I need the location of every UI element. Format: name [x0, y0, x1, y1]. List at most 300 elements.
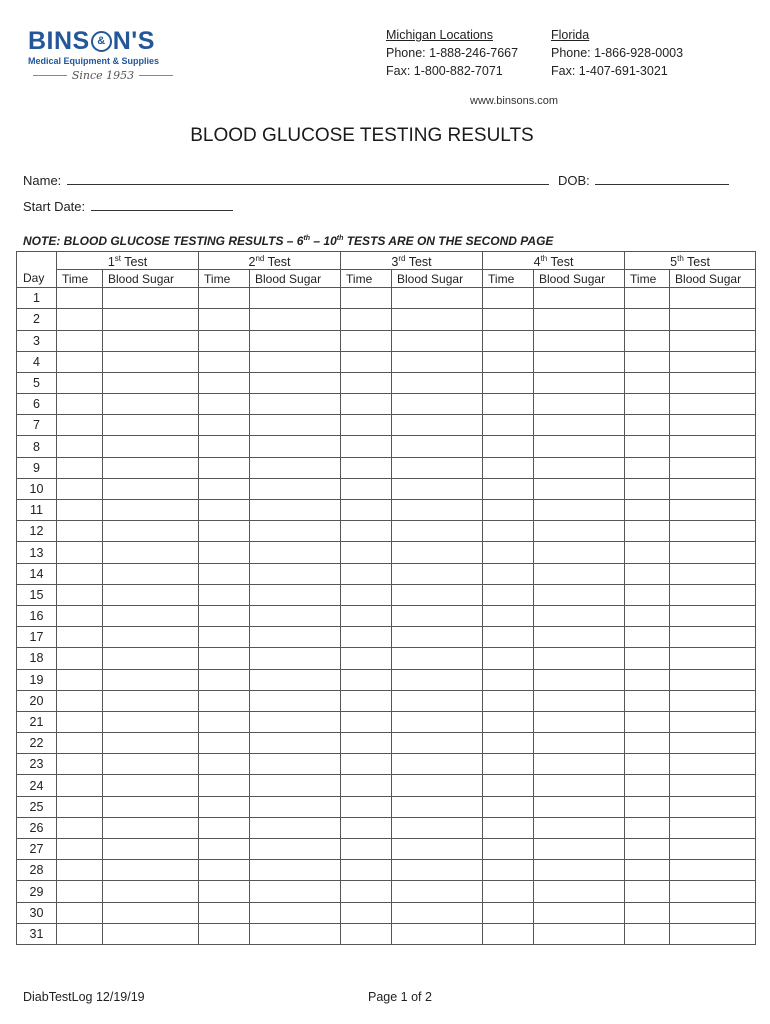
test-4-time-cell[interactable] [483, 860, 534, 881]
test-5-blood-sugar-cell[interactable] [670, 500, 756, 521]
test-5-blood-sugar-cell[interactable] [670, 309, 756, 330]
test-4-time-cell[interactable] [483, 902, 534, 923]
test-5-blood-sugar-cell[interactable] [670, 521, 756, 542]
test-5-time-cell[interactable] [625, 436, 670, 457]
test-4-time-cell[interactable] [483, 648, 534, 669]
test-5-time-cell[interactable] [625, 288, 670, 309]
test-2-blood-sugar-cell[interactable] [250, 330, 341, 351]
test-1-time-cell[interactable] [57, 881, 103, 902]
test-1-time-cell[interactable] [57, 330, 103, 351]
test-5-time-cell[interactable] [625, 351, 670, 372]
test-2-time-cell[interactable] [199, 860, 250, 881]
test-2-time-cell[interactable] [199, 288, 250, 309]
test-3-time-cell[interactable] [341, 563, 392, 584]
test-3-time-cell[interactable] [341, 796, 392, 817]
test-5-blood-sugar-cell[interactable] [670, 648, 756, 669]
test-5-blood-sugar-cell[interactable] [670, 457, 756, 478]
test-1-time-cell[interactable] [57, 478, 103, 499]
test-2-time-cell[interactable] [199, 881, 250, 902]
test-5-time-cell[interactable] [625, 394, 670, 415]
test-4-time-cell[interactable] [483, 415, 534, 436]
test-1-time-cell[interactable] [57, 627, 103, 648]
test-4-time-cell[interactable] [483, 330, 534, 351]
test-4-blood-sugar-cell[interactable] [534, 860, 625, 881]
test-4-blood-sugar-cell[interactable] [534, 351, 625, 372]
test-2-blood-sugar-cell[interactable] [250, 542, 341, 563]
test-5-blood-sugar-cell[interactable] [670, 733, 756, 754]
test-5-blood-sugar-cell[interactable] [670, 902, 756, 923]
test-3-blood-sugar-cell[interactable] [392, 330, 483, 351]
test-2-blood-sugar-cell[interactable] [250, 648, 341, 669]
test-3-time-cell[interactable] [341, 627, 392, 648]
test-1-blood-sugar-cell[interactable] [103, 521, 199, 542]
test-4-time-cell[interactable] [483, 436, 534, 457]
test-4-time-cell[interactable] [483, 839, 534, 860]
test-5-blood-sugar-cell[interactable] [670, 436, 756, 457]
test-3-time-cell[interactable] [341, 881, 392, 902]
test-4-blood-sugar-cell[interactable] [534, 902, 625, 923]
test-4-blood-sugar-cell[interactable] [534, 563, 625, 584]
test-4-time-cell[interactable] [483, 669, 534, 690]
test-3-blood-sugar-cell[interactable] [392, 436, 483, 457]
test-5-time-cell[interactable] [625, 733, 670, 754]
test-1-blood-sugar-cell[interactable] [103, 669, 199, 690]
test-1-time-cell[interactable] [57, 754, 103, 775]
test-1-blood-sugar-cell[interactable] [103, 330, 199, 351]
test-3-time-cell[interactable] [341, 521, 392, 542]
test-1-blood-sugar-cell[interactable] [103, 605, 199, 626]
test-2-time-cell[interactable] [199, 436, 250, 457]
test-2-time-cell[interactable] [199, 415, 250, 436]
test-2-blood-sugar-cell[interactable] [250, 775, 341, 796]
test-5-blood-sugar-cell[interactable] [670, 330, 756, 351]
test-1-blood-sugar-cell[interactable] [103, 796, 199, 817]
test-4-time-cell[interactable] [483, 394, 534, 415]
test-3-time-cell[interactable] [341, 415, 392, 436]
test-1-blood-sugar-cell[interactable] [103, 500, 199, 521]
start-date-field[interactable] [23, 198, 233, 214]
test-4-time-cell[interactable] [483, 521, 534, 542]
test-2-time-cell[interactable] [199, 711, 250, 732]
test-1-blood-sugar-cell[interactable] [103, 839, 199, 860]
test-1-time-cell[interactable] [57, 457, 103, 478]
test-4-blood-sugar-cell[interactable] [534, 775, 625, 796]
test-3-blood-sugar-cell[interactable] [392, 733, 483, 754]
test-1-time-cell[interactable] [57, 648, 103, 669]
test-3-blood-sugar-cell[interactable] [392, 690, 483, 711]
test-1-blood-sugar-cell[interactable] [103, 881, 199, 902]
test-3-time-cell[interactable] [341, 775, 392, 796]
test-1-blood-sugar-cell[interactable] [103, 648, 199, 669]
test-1-time-cell[interactable] [57, 521, 103, 542]
test-5-time-cell[interactable] [625, 754, 670, 775]
test-5-time-cell[interactable] [625, 923, 670, 944]
test-5-blood-sugar-cell[interactable] [670, 796, 756, 817]
test-4-time-cell[interactable] [483, 605, 534, 626]
test-1-blood-sugar-cell[interactable] [103, 372, 199, 393]
test-5-blood-sugar-cell[interactable] [670, 923, 756, 944]
test-5-blood-sugar-cell[interactable] [670, 754, 756, 775]
test-1-time-cell[interactable] [57, 436, 103, 457]
test-4-time-cell[interactable] [483, 542, 534, 563]
test-3-blood-sugar-cell[interactable] [392, 584, 483, 605]
test-4-blood-sugar-cell[interactable] [534, 394, 625, 415]
test-3-time-cell[interactable] [341, 923, 392, 944]
test-3-blood-sugar-cell[interactable] [392, 860, 483, 881]
test-2-time-cell[interactable] [199, 330, 250, 351]
test-1-blood-sugar-cell[interactable] [103, 478, 199, 499]
test-5-blood-sugar-cell[interactable] [670, 372, 756, 393]
test-3-time-cell[interactable] [341, 372, 392, 393]
test-3-blood-sugar-cell[interactable] [392, 881, 483, 902]
test-2-time-cell[interactable] [199, 478, 250, 499]
test-5-time-cell[interactable] [625, 478, 670, 499]
test-3-time-cell[interactable] [341, 309, 392, 330]
test-1-time-cell[interactable] [57, 817, 103, 838]
test-5-time-cell[interactable] [625, 542, 670, 563]
test-2-blood-sugar-cell[interactable] [250, 817, 341, 838]
test-2-time-cell[interactable] [199, 923, 250, 944]
test-5-blood-sugar-cell[interactable] [670, 839, 756, 860]
test-5-blood-sugar-cell[interactable] [670, 817, 756, 838]
test-5-blood-sugar-cell[interactable] [670, 584, 756, 605]
test-1-time-cell[interactable] [57, 605, 103, 626]
website-link[interactable]: www.binsons.com [470, 95, 559, 107]
test-4-time-cell[interactable] [483, 563, 534, 584]
test-1-time-cell[interactable] [57, 309, 103, 330]
test-3-time-cell[interactable] [341, 902, 392, 923]
test-5-blood-sugar-cell[interactable] [670, 860, 756, 881]
test-3-time-cell[interactable] [341, 584, 392, 605]
test-3-time-cell[interactable] [341, 860, 392, 881]
test-2-time-cell[interactable] [199, 669, 250, 690]
test-2-time-cell[interactable] [199, 627, 250, 648]
test-2-blood-sugar-cell[interactable] [250, 627, 341, 648]
test-4-blood-sugar-cell[interactable] [534, 605, 625, 626]
test-1-time-cell[interactable] [57, 711, 103, 732]
test-2-blood-sugar-cell[interactable] [250, 500, 341, 521]
test-2-time-cell[interactable] [199, 605, 250, 626]
test-2-blood-sugar-cell[interactable] [250, 351, 341, 372]
test-5-blood-sugar-cell[interactable] [670, 775, 756, 796]
test-4-blood-sugar-cell[interactable] [534, 542, 625, 563]
test-2-time-cell[interactable] [199, 839, 250, 860]
test-4-time-cell[interactable] [483, 923, 534, 944]
test-2-time-cell[interactable] [199, 902, 250, 923]
test-1-time-cell[interactable] [57, 669, 103, 690]
test-2-time-cell[interactable] [199, 563, 250, 584]
test-2-blood-sugar-cell[interactable] [250, 563, 341, 584]
test-1-blood-sugar-cell[interactable] [103, 902, 199, 923]
test-4-time-cell[interactable] [483, 584, 534, 605]
test-2-blood-sugar-cell[interactable] [250, 584, 341, 605]
test-2-blood-sugar-cell[interactable] [250, 690, 341, 711]
test-3-time-cell[interactable] [341, 605, 392, 626]
test-5-time-cell[interactable] [625, 500, 670, 521]
test-2-blood-sugar-cell[interactable] [250, 309, 341, 330]
test-5-blood-sugar-cell[interactable] [670, 881, 756, 902]
test-1-blood-sugar-cell[interactable] [103, 584, 199, 605]
name-blank-line[interactable] [67, 172, 549, 185]
test-5-time-cell[interactable] [625, 902, 670, 923]
test-2-blood-sugar-cell[interactable] [250, 923, 341, 944]
test-3-blood-sugar-cell[interactable] [392, 415, 483, 436]
test-4-time-cell[interactable] [483, 690, 534, 711]
test-3-blood-sugar-cell[interactable] [392, 500, 483, 521]
test-5-time-cell[interactable] [625, 817, 670, 838]
test-3-blood-sugar-cell[interactable] [392, 902, 483, 923]
test-4-blood-sugar-cell[interactable] [534, 372, 625, 393]
test-2-time-cell[interactable] [199, 309, 250, 330]
test-2-time-cell[interactable] [199, 457, 250, 478]
test-2-time-cell[interactable] [199, 817, 250, 838]
test-4-blood-sugar-cell[interactable] [534, 648, 625, 669]
test-4-blood-sugar-cell[interactable] [534, 627, 625, 648]
test-3-time-cell[interactable] [341, 839, 392, 860]
test-1-blood-sugar-cell[interactable] [103, 309, 199, 330]
test-1-time-cell[interactable] [57, 733, 103, 754]
test-2-blood-sugar-cell[interactable] [250, 605, 341, 626]
test-3-time-cell[interactable] [341, 711, 392, 732]
test-2-time-cell[interactable] [199, 351, 250, 372]
test-2-blood-sugar-cell[interactable] [250, 839, 341, 860]
test-3-blood-sugar-cell[interactable] [392, 563, 483, 584]
test-2-blood-sugar-cell[interactable] [250, 415, 341, 436]
test-3-blood-sugar-cell[interactable] [392, 711, 483, 732]
test-4-blood-sugar-cell[interactable] [534, 309, 625, 330]
test-3-blood-sugar-cell[interactable] [392, 775, 483, 796]
test-4-time-cell[interactable] [483, 881, 534, 902]
test-2-blood-sugar-cell[interactable] [250, 478, 341, 499]
test-3-time-cell[interactable] [341, 394, 392, 415]
test-1-time-cell[interactable] [57, 351, 103, 372]
test-3-blood-sugar-cell[interactable] [392, 521, 483, 542]
test-2-blood-sugar-cell[interactable] [250, 394, 341, 415]
test-1-time-cell[interactable] [57, 860, 103, 881]
test-2-time-cell[interactable] [199, 775, 250, 796]
test-4-blood-sugar-cell[interactable] [534, 690, 625, 711]
test-2-blood-sugar-cell[interactable] [250, 860, 341, 881]
test-3-blood-sugar-cell[interactable] [392, 923, 483, 944]
test-5-time-cell[interactable] [625, 521, 670, 542]
test-5-blood-sugar-cell[interactable] [670, 669, 756, 690]
test-4-blood-sugar-cell[interactable] [534, 330, 625, 351]
name-field[interactable] [23, 172, 549, 188]
test-1-blood-sugar-cell[interactable] [103, 690, 199, 711]
test-1-time-cell[interactable] [57, 415, 103, 436]
test-3-blood-sugar-cell[interactable] [392, 309, 483, 330]
test-3-blood-sugar-cell[interactable] [392, 351, 483, 372]
test-5-time-cell[interactable] [625, 690, 670, 711]
test-4-time-cell[interactable] [483, 478, 534, 499]
test-3-blood-sugar-cell[interactable] [392, 817, 483, 838]
test-1-blood-sugar-cell[interactable] [103, 542, 199, 563]
test-4-time-cell[interactable] [483, 372, 534, 393]
test-3-time-cell[interactable] [341, 690, 392, 711]
test-5-time-cell[interactable] [625, 775, 670, 796]
test-3-blood-sugar-cell[interactable] [392, 627, 483, 648]
test-5-time-cell[interactable] [625, 415, 670, 436]
test-4-blood-sugar-cell[interactable] [534, 288, 625, 309]
test-3-time-cell[interactable] [341, 330, 392, 351]
test-5-blood-sugar-cell[interactable] [670, 627, 756, 648]
test-5-time-cell[interactable] [625, 627, 670, 648]
test-1-time-cell[interactable] [57, 775, 103, 796]
test-4-time-cell[interactable] [483, 711, 534, 732]
test-4-time-cell[interactable] [483, 627, 534, 648]
test-5-blood-sugar-cell[interactable] [670, 288, 756, 309]
test-4-blood-sugar-cell[interactable] [534, 500, 625, 521]
test-5-time-cell[interactable] [625, 309, 670, 330]
dob-blank-line[interactable] [595, 172, 729, 185]
test-5-blood-sugar-cell[interactable] [670, 605, 756, 626]
test-3-time-cell[interactable] [341, 817, 392, 838]
test-5-time-cell[interactable] [625, 330, 670, 351]
test-2-time-cell[interactable] [199, 690, 250, 711]
test-1-blood-sugar-cell[interactable] [103, 775, 199, 796]
test-1-time-cell[interactable] [57, 542, 103, 563]
test-2-time-cell[interactable] [199, 733, 250, 754]
test-5-time-cell[interactable] [625, 881, 670, 902]
test-5-blood-sugar-cell[interactable] [670, 690, 756, 711]
test-3-blood-sugar-cell[interactable] [392, 457, 483, 478]
test-5-time-cell[interactable] [625, 605, 670, 626]
test-4-time-cell[interactable] [483, 457, 534, 478]
test-3-blood-sugar-cell[interactable] [392, 669, 483, 690]
test-2-blood-sugar-cell[interactable] [250, 457, 341, 478]
test-4-time-cell[interactable] [483, 754, 534, 775]
test-2-blood-sugar-cell[interactable] [250, 669, 341, 690]
test-5-blood-sugar-cell[interactable] [670, 563, 756, 584]
test-4-blood-sugar-cell[interactable] [534, 521, 625, 542]
test-5-time-cell[interactable] [625, 669, 670, 690]
test-3-time-cell[interactable] [341, 457, 392, 478]
test-1-time-cell[interactable] [57, 584, 103, 605]
test-4-blood-sugar-cell[interactable] [534, 415, 625, 436]
test-5-time-cell[interactable] [625, 457, 670, 478]
test-2-time-cell[interactable] [199, 648, 250, 669]
test-2-time-cell[interactable] [199, 754, 250, 775]
test-2-blood-sugar-cell[interactable] [250, 796, 341, 817]
test-5-time-cell[interactable] [625, 563, 670, 584]
test-2-blood-sugar-cell[interactable] [250, 881, 341, 902]
test-3-time-cell[interactable] [341, 436, 392, 457]
test-3-time-cell[interactable] [341, 288, 392, 309]
test-2-time-cell[interactable] [199, 521, 250, 542]
test-4-time-cell[interactable] [483, 288, 534, 309]
test-1-blood-sugar-cell[interactable] [103, 711, 199, 732]
test-3-blood-sugar-cell[interactable] [392, 542, 483, 563]
test-2-time-cell[interactable] [199, 796, 250, 817]
test-1-time-cell[interactable] [57, 563, 103, 584]
test-2-blood-sugar-cell[interactable] [250, 754, 341, 775]
test-4-blood-sugar-cell[interactable] [534, 839, 625, 860]
test-5-blood-sugar-cell[interactable] [670, 542, 756, 563]
test-5-blood-sugar-cell[interactable] [670, 478, 756, 499]
test-2-blood-sugar-cell[interactable] [250, 372, 341, 393]
test-1-blood-sugar-cell[interactable] [103, 860, 199, 881]
test-3-time-cell[interactable] [341, 500, 392, 521]
test-1-blood-sugar-cell[interactable] [103, 394, 199, 415]
test-3-time-cell[interactable] [341, 648, 392, 669]
test-3-blood-sugar-cell[interactable] [392, 478, 483, 499]
test-5-time-cell[interactable] [625, 711, 670, 732]
test-4-blood-sugar-cell[interactable] [534, 457, 625, 478]
test-4-blood-sugar-cell[interactable] [534, 478, 625, 499]
test-4-time-cell[interactable] [483, 351, 534, 372]
test-1-time-cell[interactable] [57, 394, 103, 415]
test-2-time-cell[interactable] [199, 500, 250, 521]
test-2-blood-sugar-cell[interactable] [250, 288, 341, 309]
test-3-time-cell[interactable] [341, 542, 392, 563]
test-3-time-cell[interactable] [341, 733, 392, 754]
test-4-time-cell[interactable] [483, 309, 534, 330]
test-2-time-cell[interactable] [199, 584, 250, 605]
test-4-blood-sugar-cell[interactable] [534, 923, 625, 944]
test-3-time-cell[interactable] [341, 351, 392, 372]
test-1-blood-sugar-cell[interactable] [103, 733, 199, 754]
test-1-time-cell[interactable] [57, 839, 103, 860]
test-4-blood-sugar-cell[interactable] [534, 754, 625, 775]
test-2-time-cell[interactable] [199, 394, 250, 415]
test-2-blood-sugar-cell[interactable] [250, 521, 341, 542]
test-1-time-cell[interactable] [57, 923, 103, 944]
test-1-time-cell[interactable] [57, 690, 103, 711]
test-2-blood-sugar-cell[interactable] [250, 733, 341, 754]
test-5-blood-sugar-cell[interactable] [670, 351, 756, 372]
test-4-blood-sugar-cell[interactable] [534, 711, 625, 732]
test-4-blood-sugar-cell[interactable] [534, 881, 625, 902]
test-4-blood-sugar-cell[interactable] [534, 436, 625, 457]
test-3-blood-sugar-cell[interactable] [392, 796, 483, 817]
test-1-blood-sugar-cell[interactable] [103, 627, 199, 648]
test-3-blood-sugar-cell[interactable] [392, 605, 483, 626]
test-1-blood-sugar-cell[interactable] [103, 754, 199, 775]
test-4-time-cell[interactable] [483, 500, 534, 521]
test-1-blood-sugar-cell[interactable] [103, 351, 199, 372]
test-3-blood-sugar-cell[interactable] [392, 754, 483, 775]
start-date-blank-line[interactable] [91, 198, 233, 211]
test-1-time-cell[interactable] [57, 288, 103, 309]
test-2-time-cell[interactable] [199, 542, 250, 563]
test-1-blood-sugar-cell[interactable] [103, 923, 199, 944]
test-3-time-cell[interactable] [341, 478, 392, 499]
test-5-time-cell[interactable] [625, 584, 670, 605]
test-3-blood-sugar-cell[interactable] [392, 288, 483, 309]
test-2-time-cell[interactable] [199, 372, 250, 393]
test-4-blood-sugar-cell[interactable] [534, 817, 625, 838]
test-1-blood-sugar-cell[interactable] [103, 563, 199, 584]
test-4-time-cell[interactable] [483, 796, 534, 817]
test-5-time-cell[interactable] [625, 839, 670, 860]
test-5-blood-sugar-cell[interactable] [670, 415, 756, 436]
test-1-blood-sugar-cell[interactable] [103, 817, 199, 838]
test-4-blood-sugar-cell[interactable] [534, 796, 625, 817]
test-1-time-cell[interactable] [57, 500, 103, 521]
test-5-time-cell[interactable] [625, 648, 670, 669]
test-1-blood-sugar-cell[interactable] [103, 288, 199, 309]
test-4-time-cell[interactable] [483, 775, 534, 796]
test-4-blood-sugar-cell[interactable] [534, 584, 625, 605]
test-5-time-cell[interactable] [625, 372, 670, 393]
test-4-time-cell[interactable] [483, 817, 534, 838]
test-3-blood-sugar-cell[interactable] [392, 839, 483, 860]
test-3-blood-sugar-cell[interactable] [392, 372, 483, 393]
test-3-blood-sugar-cell[interactable] [392, 648, 483, 669]
test-1-blood-sugar-cell[interactable] [103, 436, 199, 457]
test-3-time-cell[interactable] [341, 754, 392, 775]
test-2-blood-sugar-cell[interactable] [250, 436, 341, 457]
